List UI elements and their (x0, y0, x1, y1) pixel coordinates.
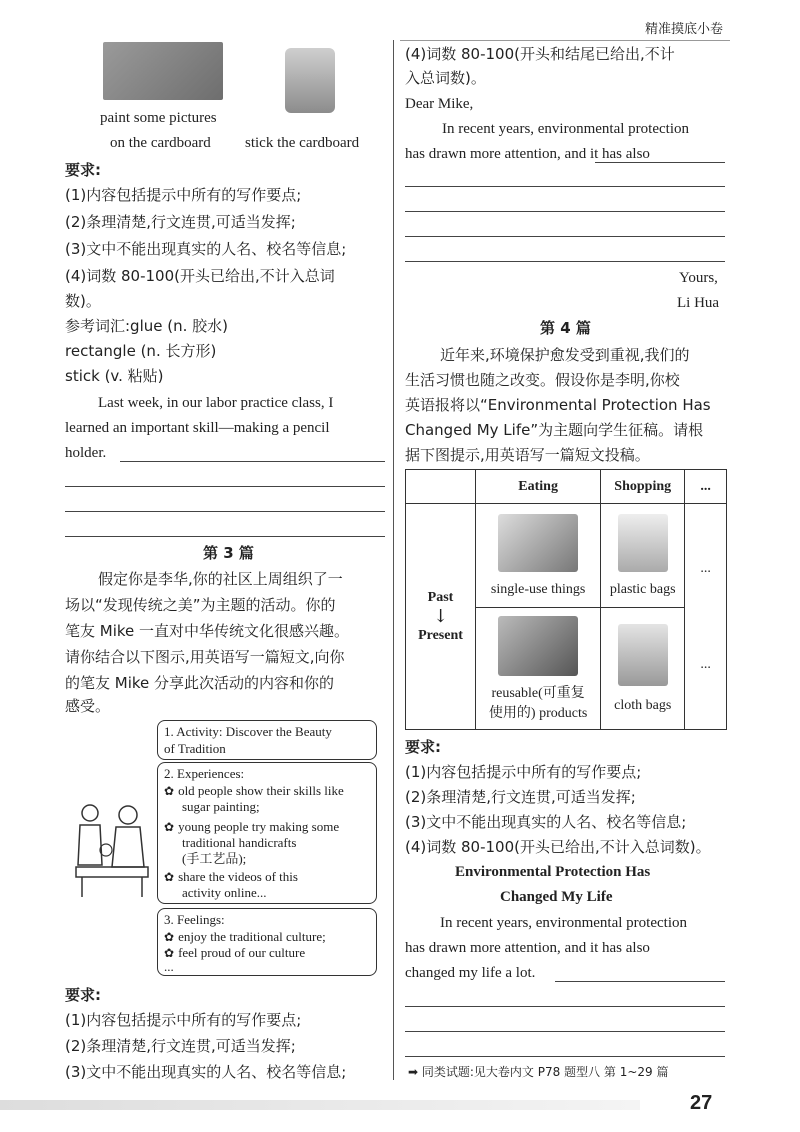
past-eating-cell (476, 504, 601, 608)
column-divider (393, 40, 394, 1080)
flower-bullet-icon: ✿ (164, 946, 175, 960)
experience-item: share the videos of this (178, 869, 298, 884)
requirement-4: (4)词数 80-100(开头已给出,不计入总词数)。 (405, 838, 711, 856)
essay-title-line1: Environmental Protection Has (455, 864, 651, 880)
requirement-3: (3)文中不能出现真实的人名、校名等信息; (65, 1063, 347, 1081)
experience-item-cont: sugar painting; (182, 799, 260, 814)
experiences-title: 2. Experiences: (164, 766, 245, 781)
section3-title: 第 3 篇 (203, 544, 254, 562)
requirement-4: (4)词数 80-100(开头已给出,不计入总词 (65, 267, 335, 285)
pencil-holder-image (285, 48, 335, 113)
image1-caption-line1: paint some pictures (100, 110, 217, 126)
activity-line2: of Tradition (164, 741, 226, 756)
section4-para-line3: 英语报将以“Environmental Protection Has (405, 396, 711, 414)
essay-title-line2: Changed My Life (500, 889, 613, 905)
requirements-title: 要求: (65, 161, 101, 179)
flower-bullet-icon: ✿ (164, 784, 175, 798)
feeling-item: feel proud of our culture (178, 945, 306, 960)
down-arrow-icon: ↓ (432, 605, 449, 627)
single-use-photo (498, 514, 578, 572)
feelings-box (157, 908, 377, 976)
footer-bar (0, 1100, 640, 1110)
requirement-4-cont: 数)。 (65, 292, 101, 310)
present-shopping-cell (601, 608, 685, 730)
reusable-products-photo (498, 616, 578, 676)
essay-opening-line2: has drawn more attention, and it has also (405, 940, 650, 956)
section4-title: 第 4 篇 (540, 319, 591, 337)
image2-caption: stick the cardboard (245, 135, 360, 151)
requirements-title-2: 要求: (65, 986, 101, 1004)
opening-line2: learned an important skill—making a pencil (65, 420, 330, 436)
present-eating-cell (476, 608, 601, 730)
more-cell (685, 504, 727, 730)
experience-item: young people try making some (178, 819, 340, 834)
answer-line (65, 486, 385, 487)
requirement-2: (2)条理清楚,行文连贯,可适当发挥; (65, 213, 296, 231)
answer-line (65, 511, 385, 512)
requirement-2: (2)条理清楚,行文连贯,可适当发挥; (65, 1037, 296, 1055)
requirements-title: 要求: (405, 738, 441, 756)
vocab-rectangle: rectangle (n. 长方形) (65, 342, 217, 360)
feelings-title: 3. Feelings: (164, 912, 225, 927)
image1-caption-line2: on the cardboard (110, 135, 211, 151)
closing-yours: Yours, (679, 270, 718, 286)
requirement-3: (3)文中不能出现真实的人名、校名等信息; (65, 240, 347, 258)
page-number: 27 (690, 1092, 713, 1114)
answer-line (405, 1006, 725, 1007)
experience-item-cont: (手工艺品); (182, 851, 247, 866)
experience-item: old people show their skills like (178, 783, 344, 798)
answer-line (405, 1031, 725, 1032)
header-rule (400, 40, 730, 41)
letter-opening-line1: In recent years, environmental protection (442, 121, 689, 137)
flower-bullet-icon: ✿ (164, 870, 175, 884)
vocab-glue: 参考词汇:glue (n. 胶水) (65, 317, 228, 335)
more-dots: ... (700, 656, 711, 672)
people-illustration (68, 795, 156, 900)
greeting: Dear Mike, (405, 96, 474, 112)
cloth-bag-photo (618, 624, 668, 686)
col-more: ... (685, 470, 727, 504)
letter-opening-line2: has drawn more attention, and it has also (405, 146, 650, 162)
footer-reference-text: 同类试题:见大卷内文 P78 题型八 第 1~29 篇 (421, 1065, 669, 1079)
table-corner (406, 470, 476, 504)
section3-para-line5: 的笔友 Mike 分享此次活动的内容和你的 (65, 674, 335, 692)
more-dots: ... (700, 560, 711, 576)
requirement-1: (1)内容包括提示中所有的写作要点; (405, 763, 642, 781)
plastic-bag-photo (618, 514, 668, 572)
requirement-2: (2)条理清楚,行文连贯,可适当发挥; (405, 788, 636, 806)
series-title: 精准摸底小卷 (645, 22, 724, 37)
section4-para-line1: 近年来,环境保护愈发受到重视,我们的 (440, 346, 690, 364)
label-present: Present (418, 627, 463, 643)
activity-box (157, 720, 377, 760)
answer-line (405, 211, 725, 212)
section3-para-line6: 感受。 (65, 697, 111, 715)
feeling-item: enjoy the traditional culture; (178, 929, 326, 944)
opening-line1: Last week, in our labor practice class, I (98, 395, 334, 411)
answer-line (555, 981, 725, 982)
cardboard-painting-image (103, 42, 223, 100)
closing-name: Li Hua (677, 295, 720, 311)
answer-line (405, 1056, 725, 1057)
answer-line (595, 162, 725, 163)
present-eating-label-1: reusable(可重复 (491, 685, 585, 701)
arrow-right-icon: ➡ (408, 1065, 419, 1079)
requirement-4: (4)词数 80-100(开头和结尾已给出,不计 (405, 45, 675, 63)
answer-line (120, 461, 385, 462)
section4-para-line5: 据下图提示,用英语写一篇短文投稿。 (405, 446, 650, 464)
requirement-1: (1)内容包括提示中所有的写作要点; (65, 186, 302, 204)
section3-para-line3: 笔友 Mike 一直对中华传统文化很感兴趣。 (65, 622, 350, 640)
section3-para-line1: 假定你是李华,你的社区上周组织了一 (98, 570, 343, 588)
answer-line (405, 186, 725, 187)
experiences-box (157, 762, 377, 904)
time-axis-cell (406, 504, 476, 730)
section3-para-line4: 请你结合以下图示,用英语写一篇短文,向你 (65, 648, 345, 666)
experience-item-cont: activity online... (182, 885, 267, 900)
comparison-table (405, 469, 727, 730)
requirement-3: (3)文中不能出现真实的人名、校名等信息; (405, 813, 687, 831)
col-shopping: Shopping (601, 470, 685, 504)
answer-line (405, 236, 725, 237)
present-shopping-label: cloth bags (614, 697, 672, 713)
past-shopping-label: plastic bags (609, 581, 676, 597)
answer-line (65, 536, 385, 537)
section4-para-line2: 生活习惯也随之改变。假设你是李明,你校 (405, 371, 680, 389)
activity-line1: 1. Activity: Discover the Beauty (164, 724, 332, 739)
past-eating-label: single-use things (490, 581, 586, 597)
past-shopping-cell (601, 504, 685, 608)
essay-opening-line1: In recent years, environmental protection (440, 915, 687, 931)
label-past: Past (427, 589, 454, 605)
vocab-stick: stick (v. 粘贴) (65, 367, 164, 385)
present-eating-label-2: 使用的) products (488, 705, 588, 721)
answer-line (405, 261, 725, 262)
col-eating: Eating (476, 470, 601, 504)
opening-line3: holder. (65, 445, 107, 461)
requirement-1: (1)内容包括提示中所有的写作要点; (65, 1011, 302, 1029)
experience-item-cont: traditional handicrafts (182, 835, 297, 850)
section3-para-line2: 场以“发现传统之美”为主题的活动。你的 (65, 596, 336, 614)
section4-para-line4: Changed My Life”为主题向学生征稿。请根 (405, 421, 704, 439)
requirement-4-cont: 入总词数)。 (405, 69, 486, 87)
footer-reference (408, 1062, 668, 1082)
feelings-more: ... (164, 959, 174, 974)
flower-bullet-icon: ✿ (164, 930, 175, 944)
essay-opening-line3: changed my life a lot. (405, 965, 536, 981)
flower-bullet-icon: ✿ (164, 820, 175, 834)
